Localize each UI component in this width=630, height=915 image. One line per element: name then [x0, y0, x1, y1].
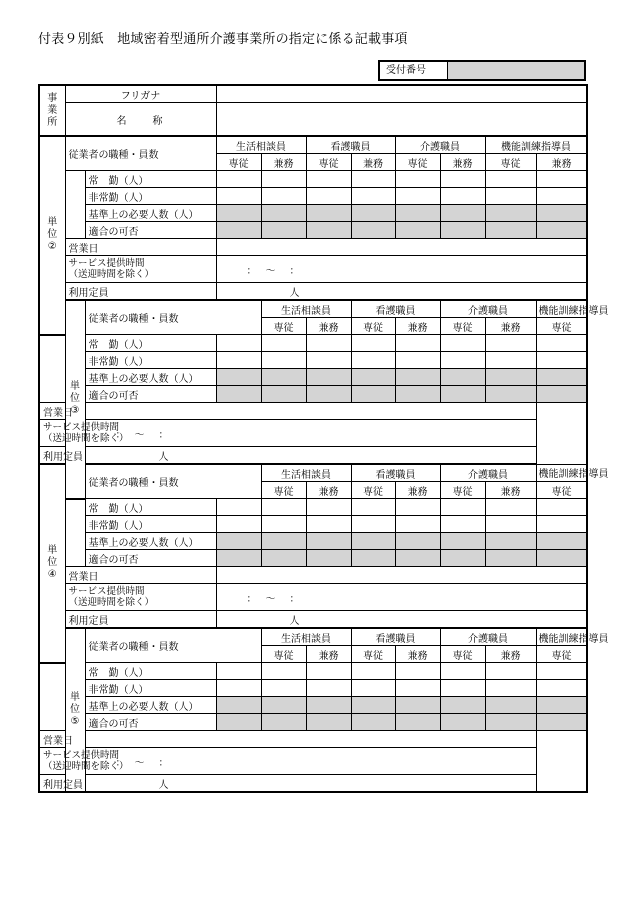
unit-0-staff-count-input[interactable] — [216, 171, 261, 188]
office-section-label: 事 業 所 — [39, 85, 65, 136]
unit-3-staff-count-input[interactable] — [261, 714, 306, 731]
unit-1-staff-count-input[interactable] — [440, 369, 485, 386]
unit-3-staff-count-input[interactable] — [440, 697, 485, 714]
unit-0-employment-type-header: 専従 — [485, 154, 536, 171]
unit-0-staff-count-input[interactable] — [216, 222, 261, 239]
unit-0-staff-count-input[interactable] — [306, 171, 351, 188]
unit-3-staff-row-label: 非常勤（人） — [85, 680, 216, 697]
unit-2-staff-count-input[interactable] — [395, 533, 440, 550]
unit-2-staff-row-label: 非常勤（人） — [85, 516, 216, 533]
unit-0-staff-count-input[interactable] — [536, 188, 587, 205]
unit-2-business-days-input[interactable] — [216, 567, 587, 584]
unit-2-employment-type-header: 兼務 — [395, 482, 440, 499]
unit-3-staff-count-input[interactable] — [440, 714, 485, 731]
unit-0-staff-count-input[interactable] — [306, 205, 351, 222]
unit-2-staff-count-input[interactable] — [536, 533, 587, 550]
unit-0-staff-count-input[interactable] — [395, 171, 440, 188]
unit-2-staff-count-input[interactable] — [351, 499, 395, 516]
unit-2-staff-count-input[interactable] — [306, 516, 351, 533]
unit-1-staff-row-label: 適合の可否 — [85, 386, 216, 403]
unit-0-staff-count-input[interactable] — [536, 205, 587, 222]
unit-0-employment-type-header: 専従 — [216, 154, 261, 171]
unit-0-service-time-input[interactable]: ： 〜 ： — [216, 256, 587, 283]
unit-2-staff-count-input[interactable] — [440, 533, 485, 550]
unit-3-employment-type-header: 専従 — [440, 646, 485, 663]
unit-1-staff-count-input[interactable] — [216, 335, 261, 352]
unit-2-staff-count-input[interactable] — [536, 516, 587, 533]
unit-1-staff-count-input[interactable] — [306, 335, 351, 352]
unit-0-staff-count-input[interactable] — [261, 222, 306, 239]
unit-2-staff-count-input[interactable] — [485, 516, 536, 533]
unit-1-staff-count-input[interactable] — [351, 369, 395, 386]
unit-0-staff-count-input[interactable] — [261, 205, 306, 222]
unit-0-business-days-label: 営業日 — [65, 239, 216, 256]
unit-3-staff-count-input[interactable] — [536, 714, 587, 731]
unit-0-staff-row-label: 常 勤（人） — [85, 171, 216, 188]
unit-1-staff-count-input[interactable] — [306, 369, 351, 386]
unit-2-staff-count-input[interactable] — [485, 550, 536, 567]
unit-2-staff-count-input[interactable] — [261, 550, 306, 567]
unit-3-capacity-label: 利用定員 — [39, 775, 85, 793]
unit-0-job-type-header: 機能訓練指導員 — [485, 136, 587, 154]
unit-0-staff-count-input[interactable] — [351, 205, 395, 222]
unit-0-label-char: ② — [47, 241, 57, 253]
unit-1-business-days-input[interactable] — [85, 403, 536, 420]
unit-3-staff-count-input[interactable] — [485, 714, 536, 731]
unit-1-staff-count-input[interactable] — [440, 386, 485, 403]
unit-3-staff-count-input[interactable] — [351, 680, 395, 697]
unit-2-capacity-input[interactable]: 人 — [216, 611, 587, 629]
unit-1-employment-type-header: 専従 — [261, 318, 306, 335]
unit-1-label-char: 位 — [70, 393, 80, 405]
unit-0-staff-count-input[interactable] — [440, 188, 485, 205]
unit-2-staff-count-input[interactable] — [485, 499, 536, 516]
unit-2-staff-count-input[interactable] — [261, 533, 306, 550]
unit-0-employment-type-header: 兼務 — [536, 154, 587, 171]
unit-3-staff-count-input[interactable] — [351, 697, 395, 714]
unit-1-staff-header: 従業者の職種・員数 — [85, 300, 261, 335]
unit-1-staff-count-input[interactable] — [351, 335, 395, 352]
unit-1-staff-count-input[interactable] — [306, 352, 351, 369]
unit-0-staff-count-input[interactable] — [351, 171, 395, 188]
unit-2-staff-count-input[interactable] — [351, 550, 395, 567]
unit-1-staff-count-input[interactable] — [261, 369, 306, 386]
unit-0-employment-type-header: 専従 — [306, 154, 351, 171]
unit-3-staff-count-input[interactable] — [306, 697, 351, 714]
unit-0-staff-row-label: 非常勤（人） — [85, 188, 216, 205]
receipt-number-box — [378, 60, 586, 81]
unit-1-employment-type-header: 兼務 — [306, 318, 351, 335]
unit-3-label-char: 単 — [70, 692, 80, 703]
unit-1-staff-count-input[interactable] — [536, 352, 587, 369]
unit-3-employment-type-header: 兼務 — [306, 646, 351, 663]
unit-3-staff-count-input[interactable] — [395, 697, 440, 714]
unit-2-staff-count-input[interactable] — [306, 533, 351, 550]
unit-3-staff-count-input[interactable] — [306, 680, 351, 697]
unit-0-service-time-label-line: サービス提供時間 — [68, 258, 145, 269]
unit-0-staff-count-input[interactable] — [485, 171, 536, 188]
unit-2-job-type-header: 生活相談員 — [261, 464, 351, 482]
furigana-label: フリガナ — [65, 85, 216, 103]
unit-0-staff-count-input[interactable] — [485, 188, 536, 205]
unit-3-staff-count-input[interactable] — [440, 663, 485, 680]
unit-3-employment-type-header: 専従 — [261, 646, 306, 663]
unit-2-staff-row-label: 常 勤（人） — [85, 499, 216, 516]
unit-2-label-char: 位 — [47, 557, 58, 569]
unit-3-staff-count-input[interactable] — [395, 714, 440, 731]
unit-3-job-type-header: 機能訓練指導員 — [536, 628, 587, 646]
unit-2-employment-type-header: 兼務 — [485, 482, 536, 499]
unit-0-employment-type-header: 兼務 — [261, 154, 306, 171]
unit-3-job-type-header: 生活相談員 — [261, 628, 351, 646]
office-name-label: 名 称 — [65, 103, 216, 137]
unit-0-label-char: 単 — [47, 217, 58, 229]
unit-2-label — [39, 464, 65, 663]
unit-3-staff-row-label: 適合の可否 — [85, 714, 216, 731]
unit-0-employment-type-header: 専従 — [395, 154, 440, 171]
unit-3-staff-count-input[interactable] — [395, 663, 440, 680]
unit-0-staff-count-input[interactable] — [216, 205, 261, 222]
unit-0-staff-count-input[interactable] — [536, 171, 587, 188]
unit-0-staff-count-input[interactable] — [440, 205, 485, 222]
unit-0-staff-count-input[interactable] — [395, 205, 440, 222]
unit-2-service-time-label-line: サービス提供時間 — [68, 586, 145, 597]
unit-2-job-type-header: 機能訓練指導員 — [536, 464, 587, 482]
unit-3-staff-count-input[interactable] — [536, 663, 587, 680]
unit-2-job-type-header: 介護職員 — [440, 464, 536, 482]
unit-3-employment-type-header: 兼務 — [395, 646, 440, 663]
unit-2-staff-count-input[interactable] — [536, 499, 587, 516]
unit-3-staff-row-label: 常 勤（人） — [85, 663, 216, 680]
unit-1-job-type-header: 看護職員 — [351, 300, 440, 318]
unit-2-capacity-label: 利用定員 — [65, 611, 216, 629]
unit-1-job-type-header: 機能訓練指導員 — [536, 300, 587, 318]
unit-2-staff-count-input[interactable] — [306, 499, 351, 516]
unit-3-staff-count-input[interactable] — [261, 680, 306, 697]
unit-2-employment-type-header: 専従 — [261, 482, 306, 499]
unit-1-staff-count-input[interactable] — [395, 352, 440, 369]
unit-3-employment-type-header: 兼務 — [485, 646, 536, 663]
unit-2-indent-cell — [65, 499, 85, 567]
form-title: 付表９別紙 地域密着型通所介護事業所の指定に係る記載事項 — [38, 32, 408, 47]
unit-2-staff-count-input[interactable] — [395, 499, 440, 516]
unit-1-staff-count-input[interactable] — [351, 386, 395, 403]
unit-0-staff-count-input[interactable] — [440, 222, 485, 239]
unit-1-label-char: 単 — [70, 381, 80, 393]
unit-3-capacity-input[interactable]: 人 — [85, 775, 536, 793]
unit-1-staff-count-input[interactable] — [440, 352, 485, 369]
unit-0-staff-count-input[interactable] — [351, 222, 395, 239]
unit-3-service-time-label-line: サービス提供時間 — [43, 750, 120, 761]
unit-0-business-days-input[interactable] — [216, 239, 587, 256]
unit-1-staff-count-input[interactable] — [536, 335, 587, 352]
unit-2-staff-count-input[interactable] — [440, 499, 485, 516]
unit-1-staff-count-input[interactable] — [216, 352, 261, 369]
unit-3-staff-count-input[interactable] — [351, 663, 395, 680]
unit-3-service-time-label — [39, 748, 129, 775]
unit-2-staff-count-input[interactable] — [261, 516, 306, 533]
registration-form-table — [38, 84, 609, 793]
unit-1-label — [65, 300, 85, 499]
unit-0-job-type-header: 看護職員 — [306, 136, 395, 154]
unit-2-staff-count-input[interactable] — [395, 550, 440, 567]
unit-2-staff-count-input[interactable] — [216, 533, 261, 550]
unit-1-staff-count-input[interactable] — [485, 335, 536, 352]
unit-0-staff-count-input[interactable] — [536, 222, 587, 239]
unit-1-staff-count-input[interactable] — [216, 386, 261, 403]
unit-1-employment-type-header: 兼務 — [485, 318, 536, 335]
unit-1-staff-count-input[interactable] — [395, 369, 440, 386]
unit-1-employment-type-header: 兼務 — [395, 318, 440, 335]
unit-0-staff-row-label: 基準上の必要人数（人） — [85, 205, 216, 222]
unit-0-staff-count-input[interactable] — [440, 171, 485, 188]
unit-1-staff-count-input[interactable] — [261, 386, 306, 403]
unit-3-service-time-label-line: （送迎時間を除く） — [43, 761, 129, 772]
unit-2-staff-count-input[interactable] — [216, 516, 261, 533]
unit-0-staff-count-input[interactable] — [351, 188, 395, 205]
unit-3-staff-row-label: 基準上の必要人数（人） — [85, 697, 216, 714]
unit-0-label — [39, 136, 65, 335]
unit-3-employment-type-header: 専従 — [536, 646, 587, 663]
unit-1-employment-type-header: 専従 — [536, 318, 587, 335]
unit-3-job-type-header: 介護職員 — [440, 628, 536, 646]
unit-3-label-char: 位 — [70, 704, 80, 715]
unit-2-staff-count-input[interactable] — [440, 550, 485, 567]
unit-3-staff-count-input[interactable] — [536, 680, 587, 697]
furigana-input[interactable] — [216, 85, 587, 103]
unit-0-staff-count-input[interactable] — [306, 188, 351, 205]
unit-1-service-time-label-line: サービス提供時間 — [43, 422, 120, 433]
unit-0-capacity-label: 利用定員 — [65, 283, 216, 301]
unit-2-staff-count-input[interactable] — [440, 516, 485, 533]
unit-1-staff-row-label: 非常勤（人） — [85, 352, 216, 369]
unit-3-employment-type-header: 専従 — [351, 646, 395, 663]
unit-3-staff-count-input[interactable] — [485, 663, 536, 680]
unit-3-business-days-input[interactable] — [85, 731, 536, 748]
unit-1-staff-count-input[interactable] — [261, 335, 306, 352]
office-name-input[interactable] — [216, 103, 587, 137]
unit-1-staff-count-input[interactable] — [485, 386, 536, 403]
unit-1-staff-count-input[interactable] — [261, 352, 306, 369]
unit-3-staff-count-input[interactable] — [485, 680, 536, 697]
unit-3-staff-count-input[interactable] — [216, 714, 261, 731]
unit-3-staff-count-input[interactable] — [306, 714, 351, 731]
unit-2-employment-type-header: 専従 — [536, 482, 587, 499]
unit-1-staff-count-input[interactable] — [351, 352, 395, 369]
unit-2-employment-type-header: 専従 — [351, 482, 395, 499]
unit-3-staff-count-input[interactable] — [351, 714, 395, 731]
unit-2-employment-type-header: 専従 — [440, 482, 485, 499]
unit-3-staff-count-input[interactable] — [216, 697, 261, 714]
unit-3-job-type-header: 看護職員 — [351, 628, 440, 646]
unit-3-indent-cell — [39, 663, 65, 731]
unit-1-label-char: ③ — [70, 405, 80, 417]
unit-1-service-time-input[interactable]: ： 〜 ： — [85, 420, 536, 447]
unit-0-staff-count-input[interactable] — [485, 205, 536, 222]
unit-0-staff-header: 従業者の職種・員数 — [65, 136, 216, 171]
unit-1-staff-count-input[interactable] — [485, 352, 536, 369]
unit-1-staff-row-label: 基準上の必要人数（人） — [85, 369, 216, 386]
unit-3-staff-count-input[interactable] — [261, 663, 306, 680]
unit-3-staff-count-input[interactable] — [395, 680, 440, 697]
unit-2-staff-count-input[interactable] — [216, 550, 261, 567]
unit-3-staff-count-input[interactable] — [536, 697, 587, 714]
unit-1-capacity-label: 利用定員 — [39, 447, 85, 465]
unit-1-job-type-header: 介護職員 — [440, 300, 536, 318]
unit-0-staff-count-input[interactable] — [306, 222, 351, 239]
unit-0-job-type-header: 生活相談員 — [216, 136, 306, 154]
unit-2-staff-row-label: 適合の可否 — [85, 550, 216, 567]
unit-1-staff-count-input[interactable] — [536, 369, 587, 386]
unit-2-staff-count-input[interactable] — [216, 499, 261, 516]
unit-0-staff-row-label: 適合の可否 — [85, 222, 216, 239]
unit-3-staff-count-input[interactable] — [216, 680, 261, 697]
unit-3-staff-count-input[interactable] — [261, 697, 306, 714]
unit-2-staff-count-input[interactable] — [306, 550, 351, 567]
unit-0-employment-type-header: 兼務 — [351, 154, 395, 171]
unit-1-staff-count-input[interactable] — [395, 386, 440, 403]
unit-2-business-days-label: 営業日 — [65, 567, 216, 584]
unit-0-job-type-header: 介護職員 — [395, 136, 485, 154]
unit-1-staff-count-input[interactable] — [536, 386, 587, 403]
unit-3-staff-count-input[interactable] — [440, 680, 485, 697]
unit-0-service-time-label — [65, 256, 216, 283]
unit-2-service-time-label-line: （送迎時間を除く） — [68, 597, 155, 608]
unit-2-staff-count-input[interactable] — [351, 516, 395, 533]
unit-2-staff-count-input[interactable] — [536, 550, 587, 567]
unit-2-staff-count-input[interactable] — [351, 533, 395, 550]
unit-1-staff-row-label: 常 勤（人） — [85, 335, 216, 352]
unit-1-staff-count-input[interactable] — [395, 335, 440, 352]
unit-0-indent-cell — [65, 171, 85, 239]
unit-1-service-time-label-line: （送迎時間を除く） — [43, 433, 129, 444]
unit-3-staff-count-input[interactable] — [306, 663, 351, 680]
unit-2-staff-count-input[interactable] — [485, 533, 536, 550]
unit-0-label-char: 位 — [47, 229, 58, 241]
unit-2-staff-count-input[interactable] — [395, 516, 440, 533]
unit-3-staff-count-input[interactable] — [485, 697, 536, 714]
unit-3-staff-count-input[interactable] — [216, 663, 261, 680]
unit-2-job-type-header: 看護職員 — [351, 464, 440, 482]
unit-3-service-time-input[interactable]: ： 〜 ： — [85, 748, 536, 775]
unit-2-label-char: 単 — [47, 545, 58, 557]
unit-2-employment-type-header: 兼務 — [306, 482, 351, 499]
unit-0-staff-count-input[interactable] — [261, 171, 306, 188]
unit-0-service-time-label-line: （送迎時間を除く） — [68, 269, 155, 280]
unit-0-employment-type-header: 兼務 — [440, 154, 485, 171]
unit-3-business-days-label: 営業日 — [39, 731, 85, 748]
unit-0-capacity-input[interactable]: 人 — [216, 283, 587, 301]
unit-0-staff-count-input[interactable] — [261, 188, 306, 205]
unit-2-service-time-label — [65, 584, 216, 611]
unit-0-staff-count-input[interactable] — [485, 222, 536, 239]
unit-2-service-time-input[interactable]: ： 〜 ： — [216, 584, 587, 611]
receipt-number-field[interactable] — [448, 62, 584, 79]
unit-1-job-type-header: 生活相談員 — [261, 300, 351, 318]
unit-0-staff-count-input[interactable] — [395, 188, 440, 205]
unit-2-staff-header: 従業者の職種・員数 — [85, 464, 261, 499]
unit-1-service-time-label — [39, 420, 129, 447]
unit-1-employment-type-header: 専従 — [440, 318, 485, 335]
unit-1-staff-count-input[interactable] — [485, 369, 536, 386]
unit-0-staff-count-input[interactable] — [216, 188, 261, 205]
receipt-number-label: 受付番号 — [380, 62, 448, 79]
unit-2-label-char: ④ — [47, 569, 57, 581]
unit-0-staff-count-input[interactable] — [395, 222, 440, 239]
unit-1-indent-cell — [39, 335, 65, 403]
unit-1-staff-count-input[interactable] — [440, 335, 485, 352]
unit-3-label-char: ⑤ — [70, 716, 80, 727]
unit-1-capacity-input[interactable]: 人 — [85, 447, 536, 465]
unit-2-staff-row-label: 基準上の必要人数（人） — [85, 533, 216, 550]
unit-1-staff-count-input[interactable] — [216, 369, 261, 386]
unit-2-staff-count-input[interactable] — [261, 499, 306, 516]
unit-1-staff-count-input[interactable] — [306, 386, 351, 403]
unit-1-business-days-label: 営業日 — [39, 403, 85, 420]
unit-1-employment-type-header: 専従 — [351, 318, 395, 335]
unit-3-staff-header: 従業者の職種・員数 — [85, 628, 261, 663]
